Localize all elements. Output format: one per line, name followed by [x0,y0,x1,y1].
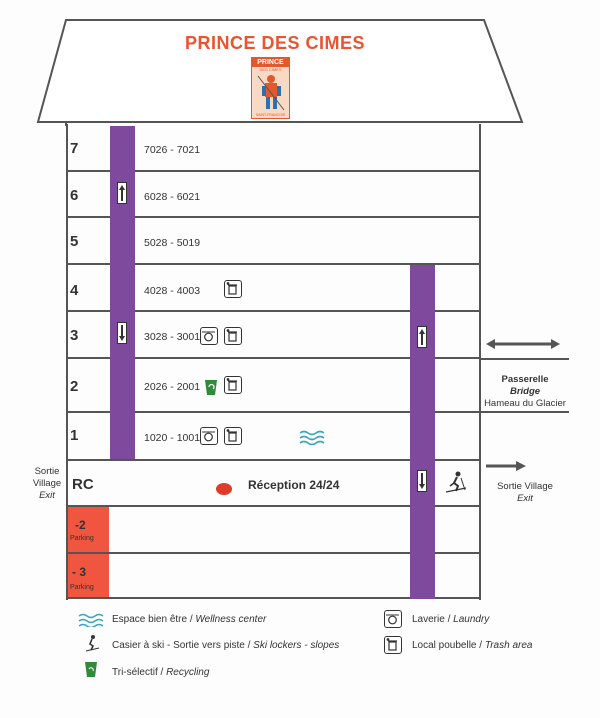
elevator-shaft-left [110,126,135,459]
parking-sub-label: Parking [70,535,94,542]
logo-bottom-text: DES CIMES [259,67,282,72]
floor-label: 3 [70,327,79,344]
up-arrow-icon [117,182,127,204]
room-range: 6028 - 6021 [144,191,201,203]
trash-icon [224,376,242,394]
floor-label: 7 [70,140,79,157]
exit-arrow-icon [486,460,526,472]
laundry-icon [200,427,218,445]
parking-level-label: - 3 [72,565,87,579]
parking-sub-label: Parking [70,584,94,591]
legend-recycling: Tri-sélectif / Recycling [112,667,210,678]
ski-locker-icon [443,470,469,494]
recycling-icon [202,377,220,397]
logo-top-text: PRINCE [252,58,289,67]
room-range: 4028 - 4003 [144,285,201,297]
legend-trash: Local poubelle / Trash area [412,640,533,651]
floor-label: 1 [70,427,79,444]
right-exit-label: Sortie Village Exit [497,481,553,504]
building-right-wall [479,124,481,600]
parking-level-label: -2 [75,518,86,532]
ground-floor-label: RC [72,476,94,493]
trash-icon [224,327,242,345]
floor-label: 2 [70,378,79,395]
wellness-icon [78,613,106,627]
room-range: 5028 - 5019 [144,237,201,249]
floor-label: 5 [70,233,79,250]
floor-label: 6 [70,187,79,204]
left-exit-label: Sortie Village Exit [32,466,62,501]
trash-icon [224,427,242,445]
reception-label: Réception 24/24 [248,478,340,492]
room-range: 7026 - 7021 [144,144,201,156]
bridge-line [481,411,569,413]
up-arrow-icon [417,326,427,348]
laundry-icon [384,610,402,628]
skier-figure-icon [252,72,290,112]
bridge-label: Passerelle Bridge Hameau du Glacier [484,374,566,409]
wellness-icon [299,429,327,445]
down-arrow-icon [117,322,127,344]
logo-sub-text: SAINT-FRANCOIS [255,113,286,117]
hotel-title: PRINCE DES CIMES [184,33,366,53]
down-arrow-icon [417,470,427,492]
elevator-shaft-right [410,265,435,599]
legend-ski: Casier à ski - Sortie vers piste / Ski lockers - slopes [112,640,340,651]
reception-dot [216,483,232,495]
room-range: 3028 - 3001 [144,331,201,343]
trash-icon [224,280,242,298]
hotel-logo [251,57,290,119]
floor-label: 4 [70,282,79,299]
trash-icon [384,636,402,654]
bridge-arrow-icon [486,338,560,350]
roof [0,0,600,130]
ski-locker-icon [84,634,100,652]
legend-wellness: Espace bien être / Wellness center [112,614,267,625]
room-range: 2026 - 2001 [144,381,201,393]
room-range: 1020 - 1001 [144,432,201,444]
legend-laundry: Laverie / Laundry [412,614,490,625]
bridge-line [481,358,569,360]
laundry-icon [200,327,218,345]
recycling-icon [83,660,99,678]
